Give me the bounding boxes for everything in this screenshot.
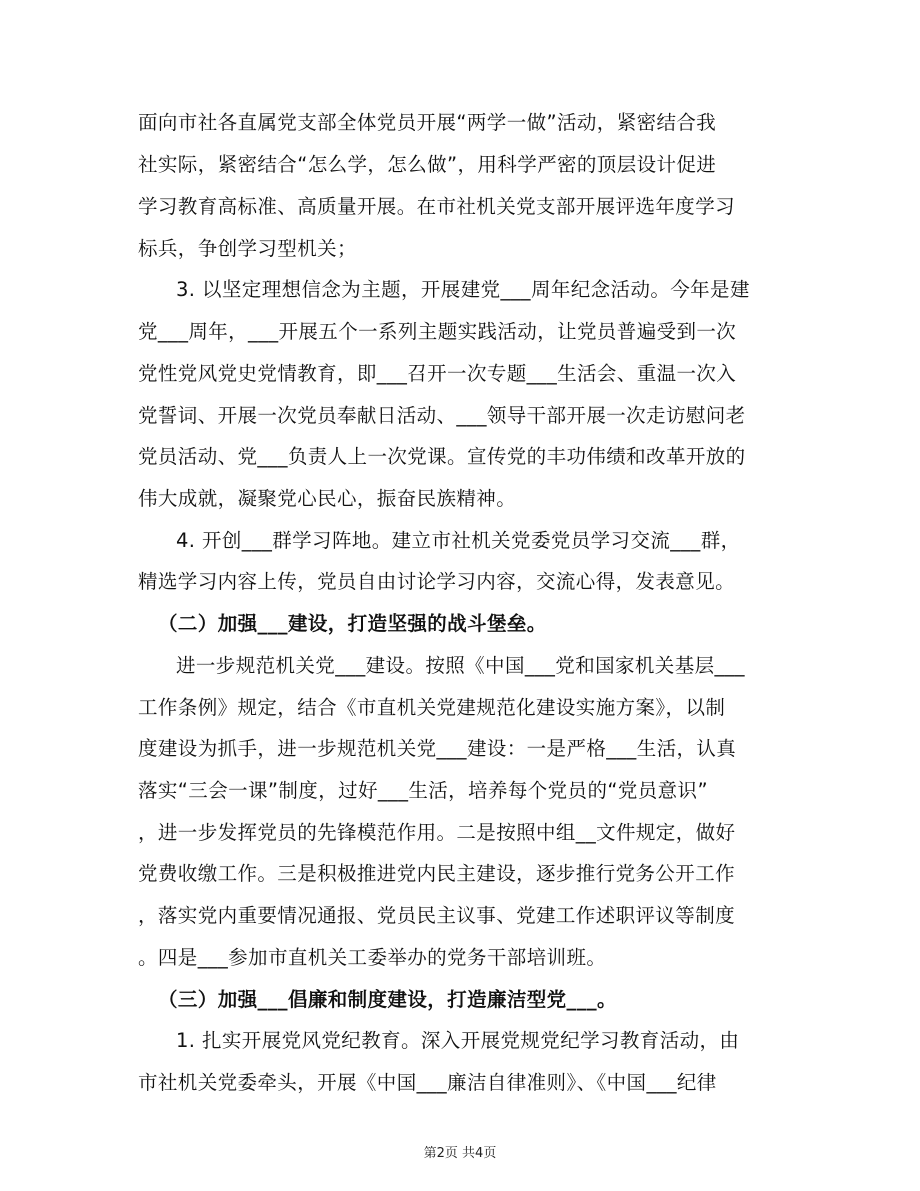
body-text-line: 市社机关党委牵头，开展《中国___廉洁自律准则》、《中国___纪律 <box>138 1071 717 1094</box>
body-text-line: 。四是___参加市直机关工委举办的党务干部培训班。 <box>138 946 607 969</box>
page-number-footer: 第2页 共4页 <box>423 1146 497 1161</box>
body-text-line: 落实“三会一课”制度，过好___生活，培养每个党员的“党员意识” <box>138 779 708 802</box>
section-heading: （二）加强___建设，打造坚强的战斗堡垒。 <box>158 612 547 635</box>
section-heading: （三）加强___倡廉和制度建设，打造廉洁型党___。 <box>158 988 617 1011</box>
body-text-line: 3. 以坚定理想信念为主题，开展建党___周年纪念活动。今年是建 <box>176 278 750 301</box>
body-text-line: 精选学习内容上传，党员自由讨论学习内容，交流心得，发表意见。 <box>138 570 736 593</box>
body-text-line: 党誓词、开展一次党员奉献日活动、___领导干部开展一次走访慰问老 <box>138 404 746 427</box>
body-text-line: 1. 扎实开展党风党纪教育。深入开展党规党纪学习教育活动，由 <box>176 1029 740 1052</box>
body-text-line: 进一步规范机关党___建设。按照《中国___党和国家机关基层___ <box>176 654 745 677</box>
body-text-line: 伟大成就，凝聚党心民心，振奋民族精神。 <box>138 487 517 510</box>
body-text-line: ，进一步发挥党员的先锋模范作用。二是按照中组__文件规定，做好 <box>138 821 736 844</box>
body-text-line: 学习教育高标准、高质量开展。在市社机关党支部开展评选年度学习 <box>138 195 736 218</box>
body-text-line: 社实际，紧密结合“怎么学，怎么做”，用科学严密的顶层设计促进 <box>138 153 717 176</box>
body-text-line: 党___周年，___开展五个一系列主题实践活动，让党员普遍受到一次 <box>138 320 737 343</box>
body-text-line: ，落实党内重要情况通报、党员民主议事、党建工作述职评议等制度 <box>138 904 736 927</box>
body-text-line: 4. 开创___群学习阵地。建立市社机关党委党员学习交流___群， <box>176 529 741 552</box>
body-text-line: 党员活动、党___负责人上一次党课。宣传党的丰功伟绩和改革开放的 <box>138 445 746 468</box>
body-text-line: 党性党风党史党情教育，即___召开一次专题___生活会、重温一次入 <box>138 362 737 385</box>
body-text-line: 党费收缴工作。三是积极推进党内民主建设，逐步推行党务公开工作 <box>138 862 736 885</box>
body-text-line: 工作条例》规定，结合《市直机关党建规范化建设实施方案》，以制 <box>138 696 726 719</box>
body-text-line: 度建设为抓手，进一步规范机关党___建设：一是严格___生活，认真 <box>138 737 737 760</box>
body-text-line: 标兵，争创学习型机关； <box>138 237 357 260</box>
body-text-line: 面向市社各直属党支部全体党员开展“两学一做”活动，紧密结合我 <box>138 111 717 134</box>
